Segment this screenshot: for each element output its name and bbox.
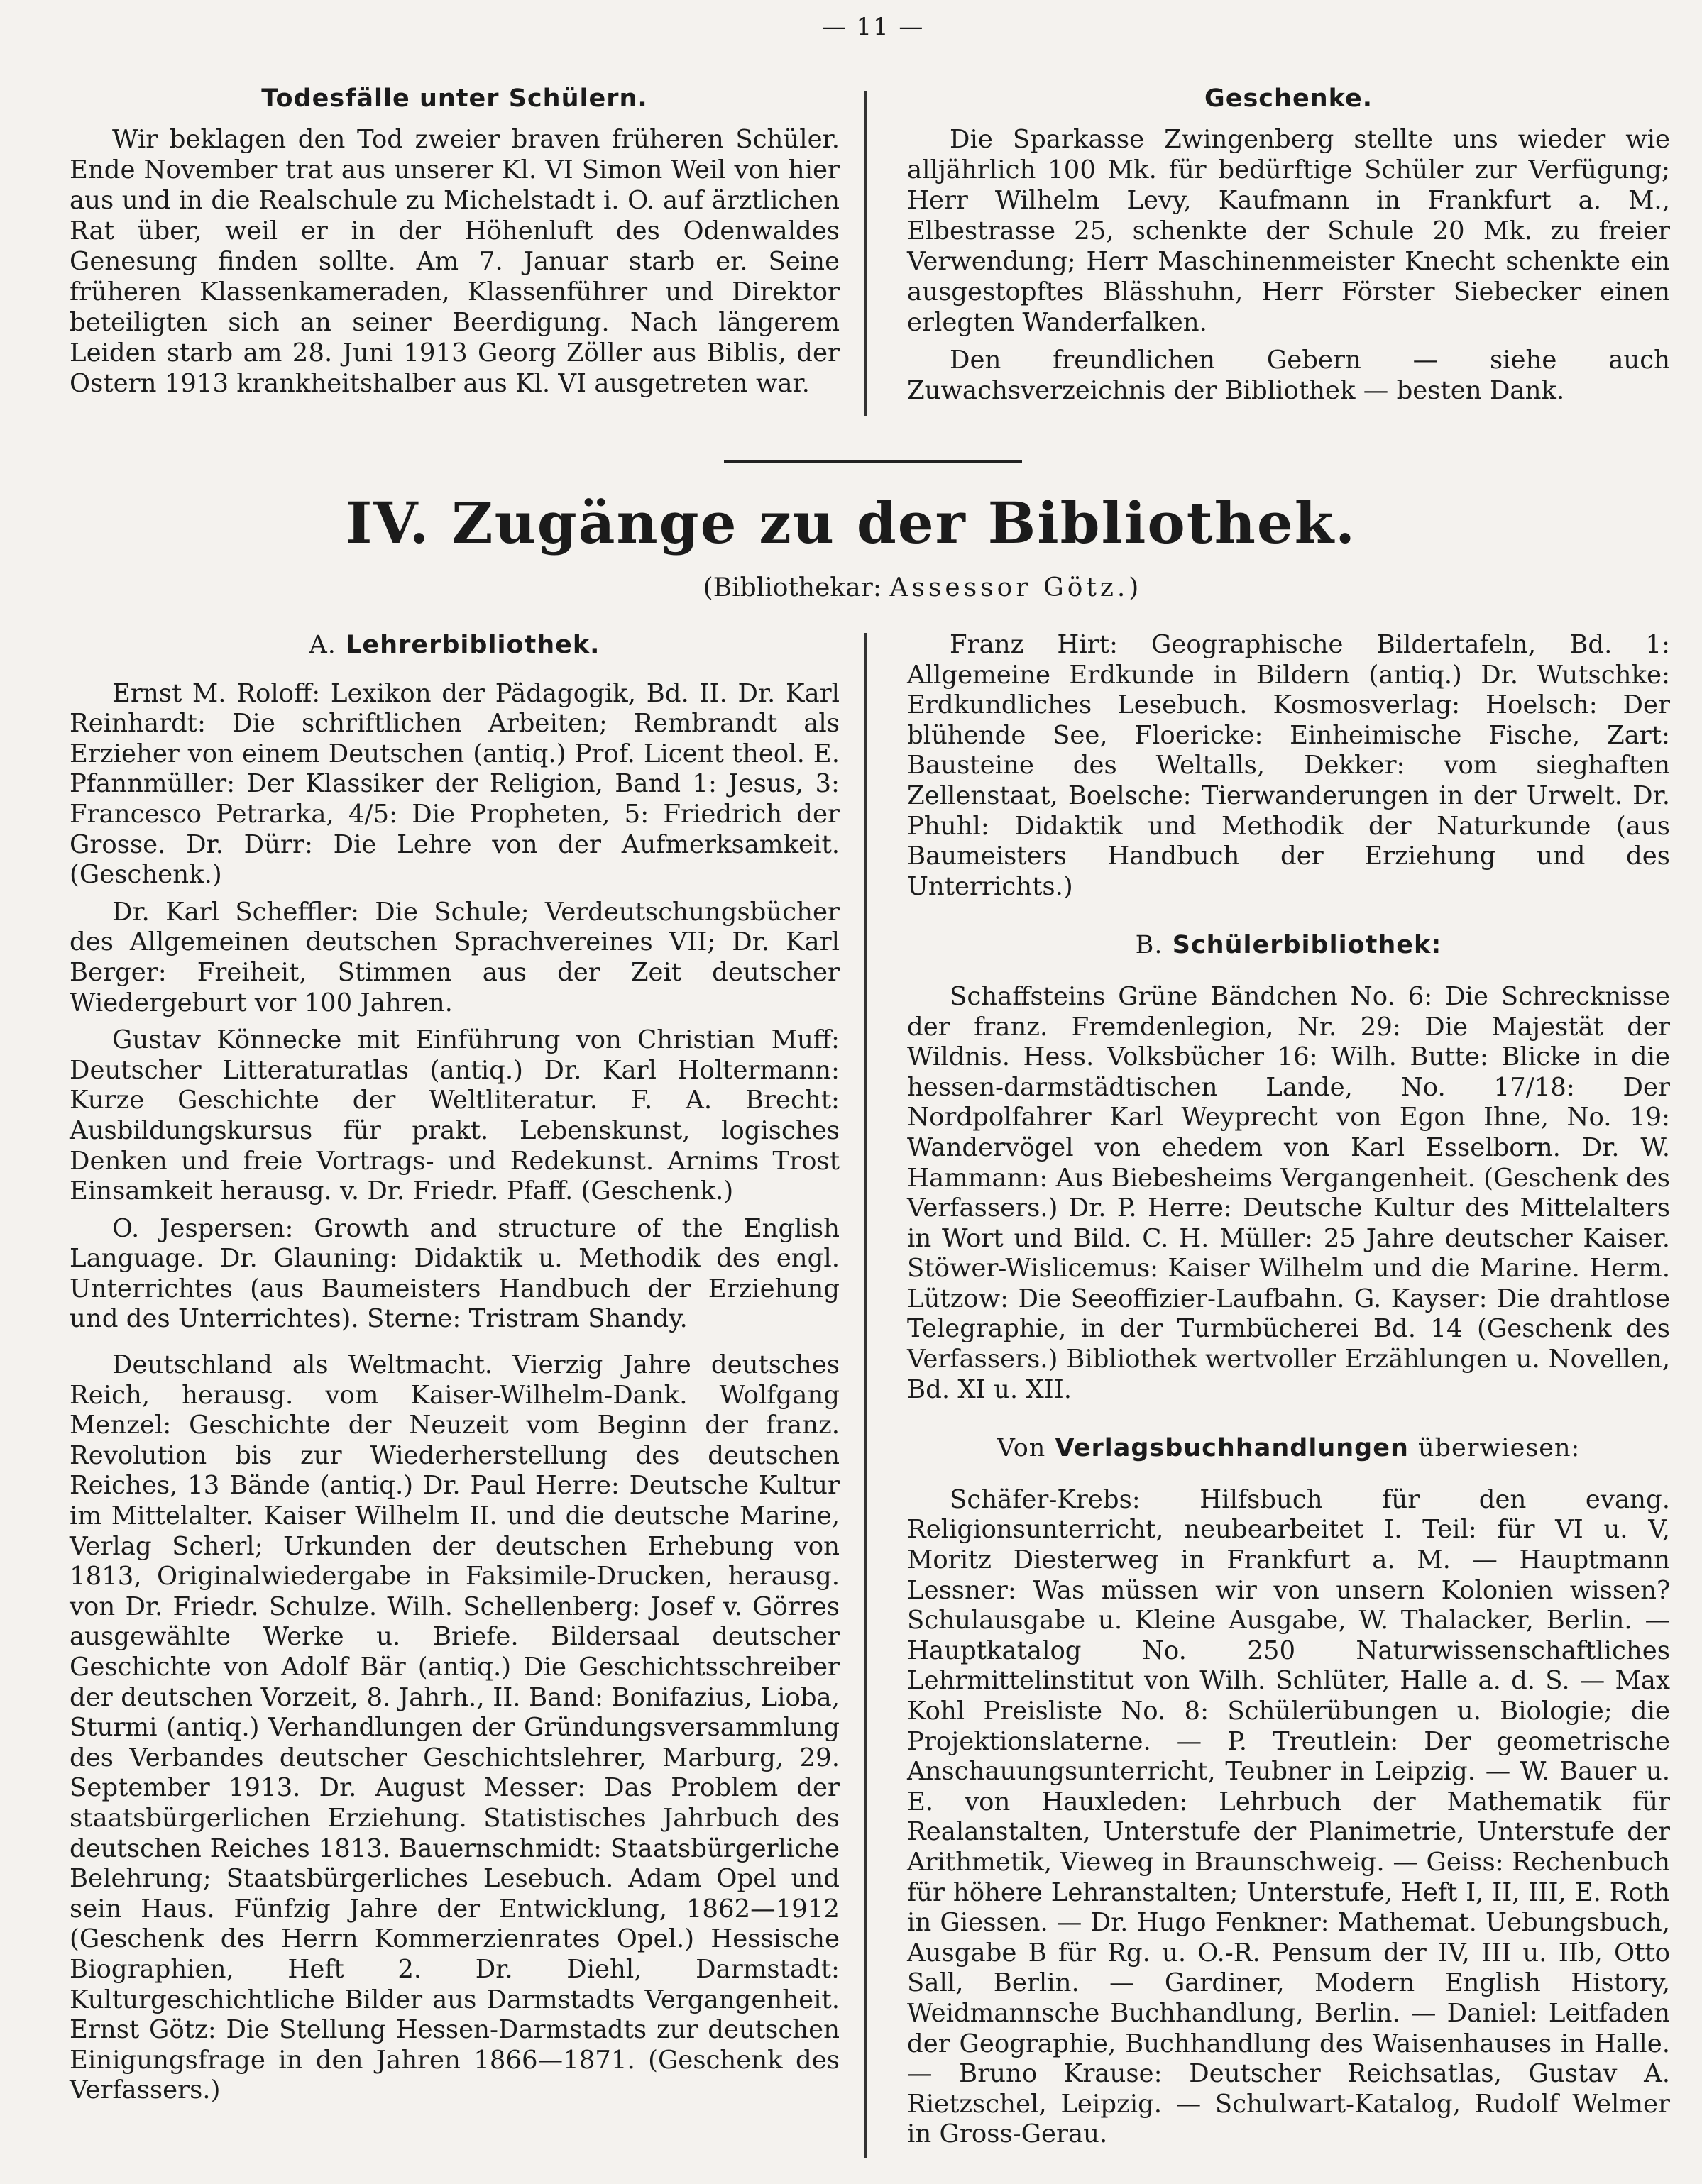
- gifts-section: [907, 84, 1670, 406]
- gifts-paragraph: Die Sparkasse Zwingenberg stellte uns wieder wie alljährlich 100 Mk. für bedürftige Schüler zur Verfügung; Herr Wilhelm Levy, Kaufmann in Frankfurt a. M., Elbestrasse 25, schenkte der Schule 20 Mk. zu freier Verwendung; Herr Maschinenmeister Knecht schenkte ein ausgestopftes Blässhuhn, Herr Förster Siebecker einen erlegten Wanderfalken.: [907, 125, 1670, 337]
- right-library-section: [907, 630, 1670, 2150]
- teacher-library-section: [70, 630, 840, 2106]
- deaths-paragraph: Wir beklagen den Tod zweier braven früheren Schüler. Ende November trat aus unserer Kl. VI Simon Weil von hier aus und in die Realschule zu Michelstadt i. O. auf ärztlichen Rat über, weil er in der Höhenluft des Odenwaldes Genesung finden sollte. Am 7. Januar starb er. Seine früheren Klassenkameraden, Klassenführer und Direktor beteiligten sich an seiner Beerdigung. Nach längerem Leiden starb am 28. Juni 1913 Georg Zöller aus Biblis, der Ostern 1913 krankheitshalber aus Kl. VI ausgetreten war.: [70, 125, 840, 398]
- heading-prefix: B.: [1135, 931, 1163, 960]
- heading-prefix: A.: [309, 631, 336, 659]
- list-item: Franz Hirt: Geographische Bildertafeln, Bd. 1: Allgemeine Erdkunde in Bildern (antiq.) Dr. Wutschke: Erdkundliches Lesebuch. Kosmosverlag: Hoelsch: Der blühende See, Floericke: Einheimische Fische, Zart: Bausteine des Weltalls, Dekker: vom sieghaften Zellenstaat, Boelsche: Tierwanderungen in der Urwelt. Dr. Phuhl: Didaktik und Methodik der Naturkunde (aus Baumeisters Handbuch der Erziehung und des Unterrichts.): [907, 630, 1670, 901]
- heading-prefix: Von: [997, 1434, 1046, 1463]
- deaths-section: [70, 84, 840, 399]
- list-item: Deutschland als Weltmacht. Vierzig Jahre deutsches Reich, herausg. vom Kaiser-Wilhelm-Dank. Wolfgang Menzel: Geschichte der Neuzeit vom Beginn der franz. Revolution bis zur Wiederherstellung des deutschen Reiches, 13 Bände (antiq.) Dr. Paul Herre: Deutsche Kultur im Mittelalter. Kaiser Wilhelm II. und die deutsche Marine, Verlag Scherl; Urkunden der deutschen Erhebung von 1813, Originalwiedergabe in Faksimile-Drucken, herausg. von Dr. Friedr. Schulze. Wilh. Schellenberg: Josef v. Görres ausgewählte Werke u. Briefe. Bildersaal deutscher Geschichte von Adolf Bär (antiq.) Die Geschichtsschreiber der deutschen Vorzeit, 8. Jahrh., II. Band: Bonifazius, Lioba, Sturmi (antiq.) Verhandlungen der Gründungsversammlung des Verbandes deutscher Geschichtslehrer, Marburg, 29. September 1913. Dr. August Messer: Das Problem der staatsbürgerlichen Erziehung. Statistisches Jahrbuch des deutschen Reiches 1813. Bauernschmidt: Staatsbürgerliche Belehrung; Staatsbürgerliches Lesebuch. Adam Opel und sein Haus. Fünfzig Jahre der Entwicklung, 1862—1912 (Geschenk des Herrn Kommerzienrates Opel.) Hessische Biographien, Heft 2. Dr. Diehl, Darmstadt: Kulturgeschichtliche Bilder aus Darmstadts Vergangenheit. Ernst Götz: Die Stellung Hessen-Darmstadts zur deutschen Einigungsfrage in den Jahren 1866—1871. (Geschenk des Verfassers.): [70, 1350, 840, 2105]
- deaths-heading: Todesfälle unter Schülern.: [261, 84, 648, 113]
- teacher-library-heading: [70, 630, 840, 661]
- list-item: Schäfer-Krebs: Hilfsbuch für den evang. Religionsunterricht, neubearbeitet I. Teil: für VI u. V, Moritz Diesterweg in Frankfurt a. M. — Hauptmann Lessner: Was müssen wir von unsern Kolonien wissen? Schulausgabe u. Kleine Ausgabe, W. Thalacker, Berlin. — Hauptkatalog No. 250 Naturwissenschaftliches Lehrmittelinstitut von Wilh. Schlüter, Halle a. d. S. — Max Kohl Preisliste No. 8: Schülerübungen u. Biologie; die Projektionslaterne. — P. Treutlein: Der geometrische Anschauungsunterricht, Teubner in Leipzig. — W. Bauer u. E. von Hauxleden: Lehrbuch der Mathematik für Realanstalten, Unterstufe der Planimetrie, Unterstufe der Arithmetik, Vieweg in Braunschweig. — Geiss: Rechenbuch für höhere Lehranstalten; Unterstufe, Heft I, II, III, E. Roth in Giessen. — Dr. Hugo Fenkner: Mathemat. Uebungsbuch, Ausgabe B für Rg. u. O.-R. Pensum der IV, III u. IIb, Otto Sall, Berlin. — Gardiner, Modern English History, Weidmannsche Buchhandlung, Berlin. — Daniel: Leitfaden der Geographie, Buchhandlung des Waisenhauses in Halle. — Bruno Krause: Deutscher Reichsatlas, Gustav A. Rietzschel, Leipzig. — Schulwart-Katalog, Rudolf Welmer in Gross-Gerau.: [907, 1484, 1670, 2149]
- gifts-heading: Geschenke.: [1204, 84, 1373, 113]
- list-item: Schaffsteins Grüne Bändchen No. 6: Die Schrecknisse der franz. Fremdenlegion, Nr. 29: Die Majestät der Wildnis. Hess. Volksbücher 16: Wilh. Butte: Blicke in die hessen-darmstädtischen Lande, No. 17/18: Der Nordpolfahrer Karl Weyprecht von Egon Ihne, No. 19: Wandervögel von ehedem von Karl Esselborn. Dr. W. Hammann: Aus Biebesheims Vergangenheit. (Geschenk des Verfassers.) Dr. P. Herre: Deutsche Kultur des Mittelalters in Wort und Bild. C. H. Müller: 25 Jahre deutscher Kaiser. Stöwer-Wislicemus: Kaiser Wilhelm und die Marine. Herm. Lützow: Die Seeoffizier-Laufbahn. G. Kayser: Die drahtlose Telegraphie, in der Turmbücherei Bd. 14 (Geschenk des Verfassers.) Bibliothek wertvoller Erzählungen u. Novellen, Bd. XI u. XII.: [907, 981, 1670, 1404]
- section-rule: [724, 460, 1022, 463]
- section-title: IV. Zugänge zu der Bibliothek.: [345, 490, 1357, 556]
- heading-text: Schülerbibliothek:: [1172, 931, 1442, 960]
- gifts-paragraph: Den freundlichen Gebern — siehe auch Zuwachsverzeichnis der Bibliothek — besten Dank.: [907, 346, 1670, 405]
- subtitle-prefix: (Bibliothekar:: [703, 573, 882, 602]
- publishers-heading: [907, 1433, 1670, 1464]
- section-subtitle: [639, 573, 1207, 602]
- heading-text: Lehrerbibliothek.: [346, 631, 600, 659]
- heading-suffix: überwiesen:: [1418, 1434, 1581, 1463]
- list-item: Dr. Karl Scheffler: Die Schule; Verdeutschungsbücher des Allgemeinen deutschen Sprachvereines VII; Dr. Karl Berger: Freiheit, Stimmen aus der Zeit deutscher Wiedergeburt vor 100 Jahren.: [70, 897, 840, 1017]
- list-item: Gustav Könnecke mit Einführung von Christian Muff: Deutscher Litteraturatlas (antiq.) Dr. Karl Holtermann: Kurze Geschichte der Weltliteratur. F. A. Brecht: Ausbildungskursus für prakt. Lebenskunst, logisches Denken und freie Vortrags- und Redekunst. Arnims Trost Einsamkeit herausg. v. Dr. Friedr. Pfaff. (Geschenk.): [70, 1025, 840, 1206]
- heading-text: Verlagsbuchhandlungen: [1055, 1434, 1409, 1463]
- list-item: Ernst M. Roloff: Lexikon der Pädagogik, Bd. II. Dr. Karl Reinhardt: Die schriftlichen Arbeiten; Rembrandt als Erzieher von einem Deutschen (antiq.) Prof. Licent theol. E. Pfannmüller: Der Klassiker der Religion, Band 1: Jesus, 3: Francesco Petrarka, 4/5: Die Propheten, 5: Friedrich der Grosse. Dr. Dürr: Die Lehre von der Aufmerksamkeit. (Geschenk.): [70, 678, 840, 890]
- list-item: O. Jespersen: Growth and structure of the English Language. Dr. Glauning: Didaktik u. Methodik des engl. Unterrichtes (aus Baumeisters Handbuch der Erziehung und des Unterrichtes). Sterne: Tristram Shandy.: [70, 1213, 840, 1334]
- page-number: — 11 —: [821, 13, 925, 41]
- bottom-column-divider: [864, 633, 867, 2158]
- student-library-heading: [907, 930, 1670, 961]
- top-column-divider: [864, 91, 867, 416]
- subtitle-name: Assessor Götz.): [889, 573, 1143, 602]
